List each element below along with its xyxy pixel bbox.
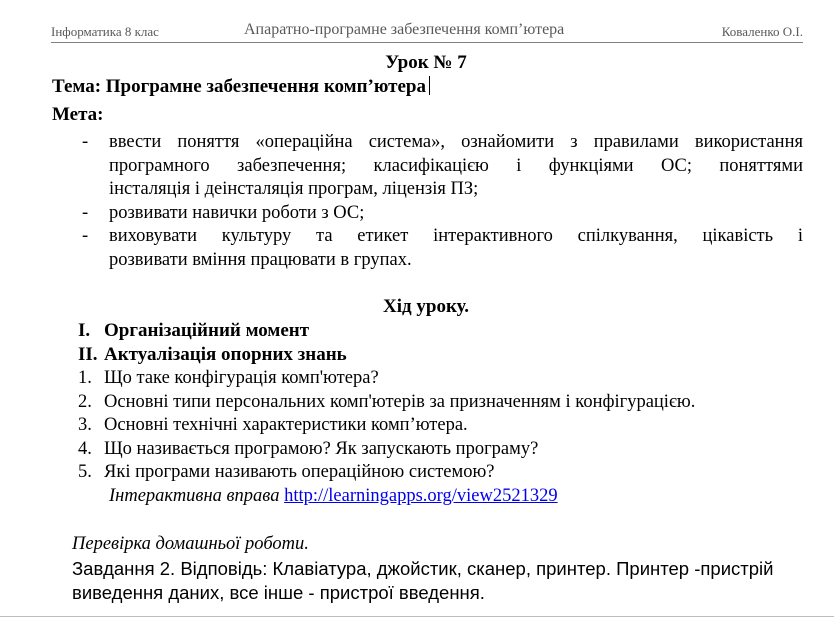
question-item xyxy=(78,439,538,460)
question-number: 5. xyxy=(78,462,92,482)
task-line: виведення даних, все інше - пристрої введення. xyxy=(72,582,485,603)
header-author: Коваленко О.І. xyxy=(721,24,803,39)
goal-label: Мета: xyxy=(52,104,104,125)
section-number: II. xyxy=(78,344,98,365)
goal-list xyxy=(82,131,803,272)
homework-heading: Перевірка домашньої роботи. xyxy=(72,534,309,554)
question-text: Які програми називають операційною системою? xyxy=(104,462,495,482)
section-text: Актуалізація опорних знань xyxy=(104,344,347,365)
question-number: 2. xyxy=(78,392,92,412)
section-number: I. xyxy=(78,320,91,341)
question-item xyxy=(78,462,495,483)
question-item xyxy=(78,368,379,389)
goal-line: програмного забезпечення; класифікацією і функціями ОС; поняттями xyxy=(109,155,803,176)
goal-item xyxy=(82,131,803,202)
question-number: 3. xyxy=(78,415,92,435)
question-text: Основні технічні характеристики комп’ютера. xyxy=(104,415,468,435)
section-heading xyxy=(78,344,347,366)
goal-line: розвивати навички роботи з ОС; xyxy=(109,202,365,223)
topic-text: Тема: Програмне забезпечення комп’ютера xyxy=(52,76,426,97)
question-number: 1. xyxy=(78,368,92,388)
course-title: Хід уроку. xyxy=(383,296,469,317)
lesson-topic[interactable] xyxy=(52,76,430,98)
task-answer xyxy=(72,557,796,605)
text-cursor xyxy=(429,76,430,95)
interactive-label: Інтерактивна вправа xyxy=(109,486,285,506)
task-line: Завдання 2. Відповідь: Клавіатура, джойстик, сканер, принтер. Принтер -пристрій xyxy=(72,558,774,579)
question-text: Основні типи персональних комп'ютерів за призначенням і конфігурацією. xyxy=(104,392,696,412)
question-text: Що таке конфігурація комп'ютера? xyxy=(104,368,379,388)
interactive-exercise-link[interactable]: http://learningapps.org/view2521329 xyxy=(284,486,558,506)
header-chapter-title: Апаратно-програмне забезпечення комп’ютера xyxy=(244,21,565,38)
page-bottom-divider xyxy=(0,616,834,617)
dash-marker: - xyxy=(82,202,89,223)
section-text: Організаційний момент xyxy=(104,320,310,341)
interactive-exercise xyxy=(109,486,558,507)
lesson-title: Урок № 7 xyxy=(385,52,467,73)
page-header xyxy=(51,18,803,43)
header-course-label: Інформатика 8 клас xyxy=(51,24,159,39)
question-text: Що називається програмою? Як запускають програму? xyxy=(104,439,539,459)
goal-line: ввести поняття «операційна система», ознайомити з правилами використання xyxy=(109,132,803,152)
goal-line: розвивати вміння працювати в групах. xyxy=(109,249,412,270)
goal-item xyxy=(82,225,803,272)
dash-marker: - xyxy=(82,226,89,246)
question-item xyxy=(78,392,695,413)
question-item xyxy=(78,415,468,436)
goal-line: інсталяція і деінсталяція програм, ліцензія ПЗ; xyxy=(109,179,479,199)
dash-marker: - xyxy=(82,132,89,152)
section-heading xyxy=(78,320,309,342)
goal-line: виховувати культуру та етикет інтерактивного спілкування, цікавість і xyxy=(109,226,803,246)
goal-item xyxy=(82,202,803,226)
question-number: 4. xyxy=(78,439,92,459)
